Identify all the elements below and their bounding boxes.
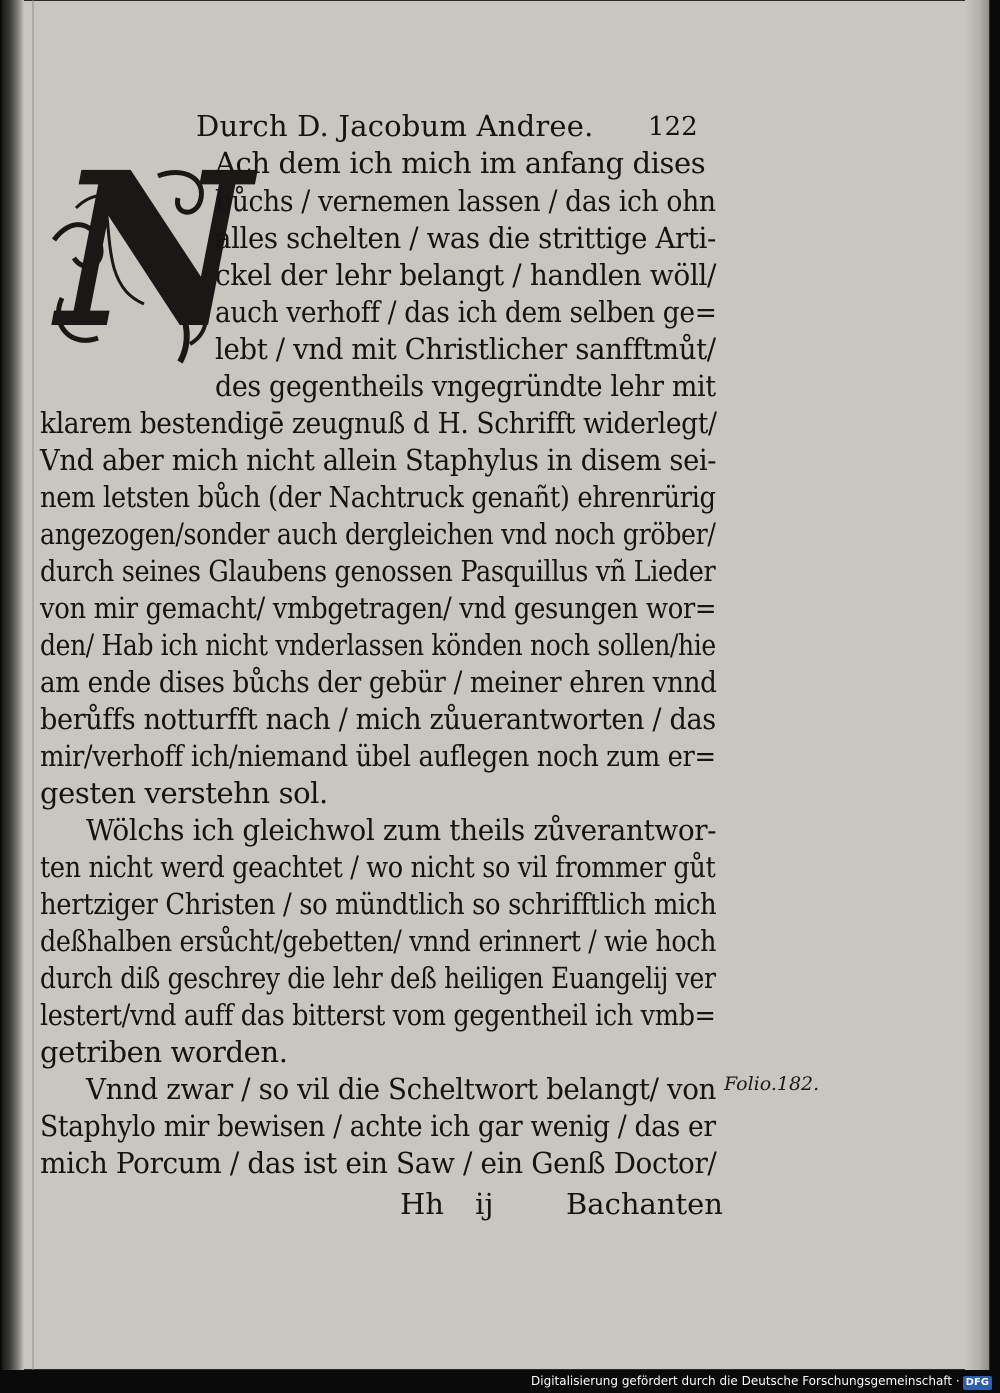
signature-mark: Hh ij — [400, 1187, 494, 1221]
text-line: ten nicht werd geachtet / wo nicht so vil frommer gůt — [40, 850, 716, 884]
text-line: am ende dises bůchs der gebür / meiner ehren vnnd — [40, 665, 717, 699]
text-line: ckel der lehr belangt / handlen wöll/ — [215, 258, 717, 292]
text-line: mir/verhoff ich/niemand übel auflegen noch zum er= — [40, 739, 716, 773]
text-line: nem letsten bůch (der Nachtruck genañt) ehrenrürig — [40, 480, 716, 514]
text-line: angezogen/sonder auch dergleichen vnd noch gröber/ — [40, 517, 716, 551]
gutter-line — [32, 0, 34, 1370]
text-line: Vnd aber mich nicht allein Staphylus in disem sei- — [40, 443, 717, 477]
funding-footer — [531, 1373, 992, 1390]
text-line: lestert/vnd auff das bitterst vom gegentheil ich vmb= — [40, 998, 716, 1032]
text-line: Ach dem ich mich im anfang dises — [215, 146, 706, 180]
text-line: deßhalben ersůcht/gebetten/ vnnd erinnert / wie hoch — [40, 924, 717, 958]
page-edge-shadow — [965, 0, 989, 1370]
dfg-logo: DFG — [963, 1376, 992, 1390]
footer-text: Digitalisierung gefördert durch die Deutsche Forschungsgemeinschaft · — [531, 1374, 960, 1388]
text-line: hertziger Christen / so mündtlich so schrifftlich mich — [40, 887, 717, 921]
text-line: bůchs / vernemen lassen / das ich ohn — [215, 184, 716, 218]
running-head: Durch D. Jacobum Andree. — [196, 109, 594, 143]
text-line: Wölchs ich gleichwol zum theils zůverantwor- — [86, 813, 717, 847]
text-line: gesten verstehn sol. — [40, 776, 328, 810]
text-line: den/ Hab ich nicht vnderlassen könden noch sollen/hie — [40, 628, 716, 662]
decorated-initial-n-icon — [40, 127, 250, 374]
margin-note: Folio.182. — [724, 1073, 820, 1095]
text-line: durch diß geschrey die lehr deß heiligen Euangelij ver — [40, 961, 716, 995]
text-line: lebt / vnd mit Christlicher sanfftmůt/ — [215, 332, 716, 366]
text-line: des gegentheils vngegründte lehr mit — [215, 369, 716, 403]
text-line: berůffs notturfft nach / mich zůuerantworten / das — [40, 702, 716, 736]
text-line: durch seines Glaubens genossen Pasquillus vñ Lieder — [40, 554, 716, 588]
text-line: Vnnd zwar / so vil die Scheltwort belangt/ von — [86, 1072, 716, 1106]
text-line: alles schelten / was die strittige Arti- — [215, 221, 716, 255]
text-line: auch verhoff / das ich dem selben ge= — [215, 295, 717, 329]
catchword: Bachanten — [566, 1187, 723, 1221]
text-line: von mir gemacht/ vmbgetragen/ vnd gesungen wor= — [40, 591, 717, 625]
text-line: getriben worden. — [40, 1035, 288, 1069]
text-line: Staphylo mir bewisen / achte ich gar wenig / das er — [40, 1109, 716, 1143]
text-line: mich Porcum / das ist ein Saw / ein Genß Doctor/ — [40, 1146, 717, 1180]
gutter-shadow — [2, 0, 24, 1370]
text-line: klarem bestendigē zeugnuß d H. Schrifft widerlegt/ — [40, 406, 717, 440]
page-number: 122 — [648, 112, 698, 142]
initial-letter: N — [58, 127, 250, 374]
